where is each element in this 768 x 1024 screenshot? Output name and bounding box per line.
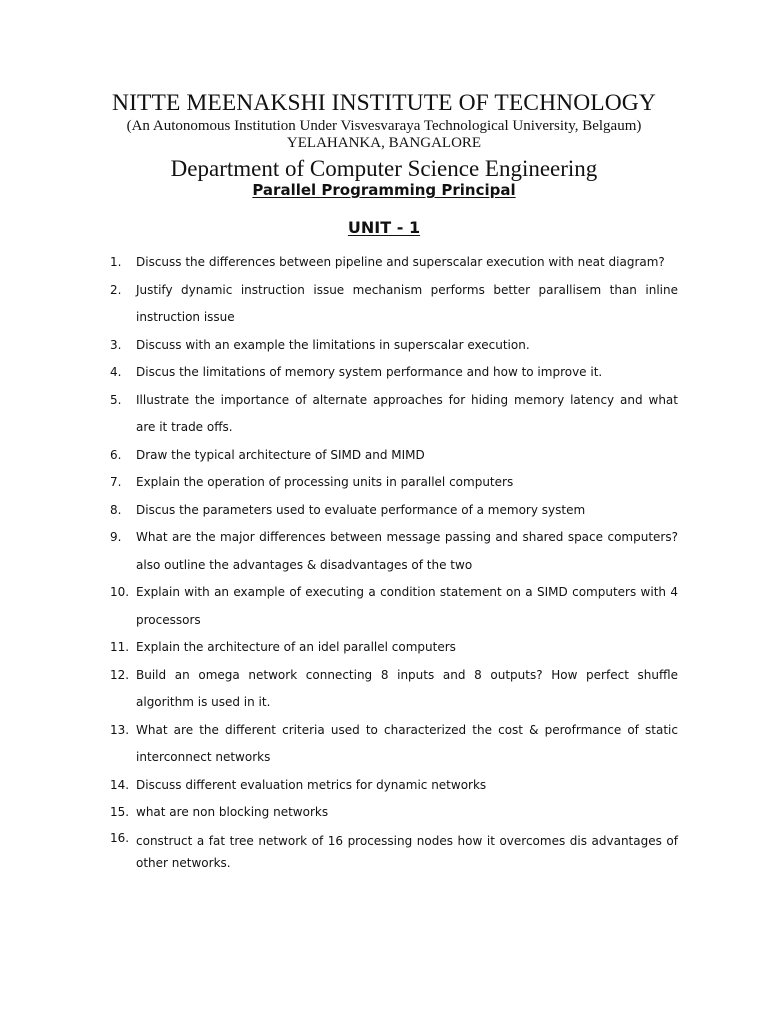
question-item (110, 827, 678, 874)
question-text: Explain the architecture of an idel parallel computers (136, 640, 456, 654)
institute-name: NITTE MEENAKSHI INSTITUTE OF TECHNOLOGY (112, 90, 656, 116)
question-item (110, 524, 678, 579)
question-text: Discuss different evaluation metrics for dynamic networks (136, 777, 487, 792)
question-number: 3. (110, 337, 122, 352)
question-item (110, 332, 678, 360)
unit-title: UNIT - 1 (347, 218, 421, 237)
question-number: 8. (110, 502, 122, 517)
question-text: Discus the limitations of memory system performance and how to improve it. (136, 365, 603, 379)
question-number: 9. (110, 530, 122, 544)
question-text: What are the major differences between message passing and shared space computers? also outline the advantages & disadvantages of the two (136, 530, 678, 572)
question-text: construct a fat tree network of 16 processing nodes how it overcomes dis advantages of other networks. (136, 833, 678, 870)
question-text: Explain with an example of executing a condition statement on a SIMD computers with 4 processors (136, 585, 678, 627)
subject-heading (0, 178, 768, 202)
question-number: 7. (110, 475, 122, 489)
question-item (110, 772, 678, 800)
question-text: Discuss the differences between pipeline and superscalar execution with neat diagram? (136, 255, 665, 269)
institute-affiliation: (An Autonomous Institution Under Visvesvaraya Technological University, Belgaum) (126, 118, 642, 134)
question-number: 12. (110, 667, 130, 682)
question-text: Justify dynamic instruction issue mechanism performs better parallisem than inline instruction issue (136, 282, 678, 324)
question-text: Build an omega network connecting 8 inputs and 8 outputs? How perfect shuffle algorithm is used in it. (136, 667, 678, 709)
question-item (110, 469, 678, 497)
question-text: Discuss with an example the limitations in superscalar execution. (136, 337, 530, 352)
department-title: Department of Computer Science Engineering (170, 156, 598, 181)
question-number: 4. (110, 365, 122, 379)
question-text: Illustrate the importance of alternate approaches for hiding memory latency and what are it trade offs. (136, 392, 678, 434)
question-item (110, 634, 678, 662)
question-item (110, 579, 678, 634)
question-item (110, 799, 678, 827)
question-number: 2. (110, 282, 122, 297)
question-item (110, 387, 678, 442)
question-text: Discus the parameters used to evaluate performance of a memory system (136, 502, 586, 517)
question-number: 14. (110, 777, 130, 792)
question-text: What are the different criteria used to characterized the cost & perofrmance of static interconnect networks (136, 722, 678, 764)
question-item (110, 497, 678, 525)
question-item (110, 249, 678, 277)
document-header (0, 88, 768, 183)
question-number: 16. (110, 830, 130, 845)
question-number: 1. (110, 255, 122, 269)
subject-title: Parallel Programming Principal (252, 181, 516, 199)
question-number: 10. (110, 585, 130, 599)
question-item (110, 442, 678, 470)
question-text: Explain the operation of processing units in parallel computers (136, 475, 514, 489)
question-number: 11. (110, 640, 130, 654)
question-number: 15. (110, 805, 130, 819)
question-item (110, 277, 678, 332)
question-item (110, 717, 678, 772)
question-list (110, 249, 678, 874)
question-number: 5. (110, 392, 122, 407)
question-text: what are non blocking networks (136, 805, 329, 819)
unit-heading (0, 215, 768, 241)
question-number: 13. (110, 722, 130, 737)
institute-location: YELAHANKA, BANGALORE (286, 135, 482, 151)
question-number: 6. (110, 447, 122, 462)
question-text: Draw the typical architecture of SIMD and MIMD (136, 447, 425, 462)
question-item (110, 662, 678, 717)
question-item (110, 359, 678, 387)
